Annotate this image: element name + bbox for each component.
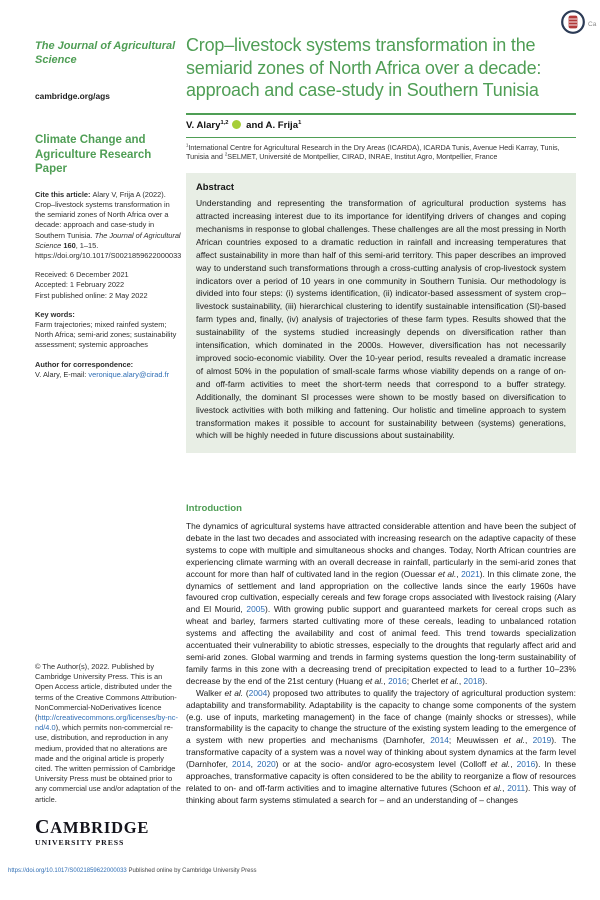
introduction-paragraph-2: Walker et al. (2004) proposed two attributes to qualify the trajectory of agricultural production system: adaptability and transformability. Adaptability is the capacity to change some components of the system (e.g. use of inputs, marketing management) in the face of change (mainly shocks or stresses), while transformability is the capacity to change the structure of the existing system leading to the emergence of a system with new properties and mechanisms (Darnhofer, 2014; Meuwissen et al., 2019). The transformative capacity of a system was a novel way of thinking about system dynamics at the farm level (Darnhofer, 2014, 2020) or at the socio- and/or agro-ecosystem level (Colloff et al., 2016). In these approaches, transformative capacity is often considered to be the ability to reorganize a flow of resources related to on- and off-farm activities and to imagine alternative futures (Schoon et al., 2011). This way of thinking about farm systems stimulated a search for – and an understanding of – changes (186, 687, 576, 805)
introduction-paragraph-1: The dynamics of agricultural systems have attracted considerable attention and have been the subject of debate in the last two decades and associated with increasing research on the adaptive capacity of these systems to cope with multiple and simultaneous shocks and changes. Today, North African countries are experiencing climate warming with an overall decrease in rainfall, particularly in the semi-arid zones that account for more than half of cultivated land in the region (Ouessar et al., 2021). In this climate zone, the dynamics of settlement and land appropriation on the collective lands since the early 1960s have favoured crop cultivation, especially cereals and few forage crops associated with livestock raising (Alary and El Mourid, 2005). With growing public support and guaranteed markets for cereal crops such as wheat and barley, farmers started cultivating more of these cereals, leading to unbalanced rotation systems and affecting the availability and cost of animal feed. This trend towards specialization accentuated their vulnerability to abiotic stresses, especially to the droughts that regularly affect arid and semi-arid zones. Global warming and trends in farming systems question the long-term sustainability of family farms in this zone with a decreasing trend of precipitation expected to lead to a further 10–23% decrease by the end of the 21st century (Huang et al., 2016; Cherlet et al., 2018). (186, 521, 577, 686)
link[interactable]: 2005 (246, 604, 266, 615)
link[interactable]: 2014 (430, 735, 449, 746)
link[interactable]: 2019 (532, 735, 552, 746)
article-title: Crop–livestock systems transformation in the semiarid zones of North Africa over a decade: approach and case-study in Southern Tunisia (186, 35, 542, 100)
correspondence-block (35, 360, 181, 380)
article-type-heading: Climate Change and Agriculture Research Paper (35, 134, 152, 176)
first-published-date: First published online: 2 May 2022 (35, 290, 148, 300)
journal-url-link[interactable]: cambridge.org/ags (35, 91, 110, 101)
link[interactable]: 2020 (257, 759, 276, 770)
author-2: and A. Frija$^1$ (243, 119, 302, 131)
publisher-logo (35, 818, 149, 848)
link[interactable]: 2021 (461, 568, 480, 579)
received-date: Received: 6 December 2021 (35, 270, 129, 280)
orcid-icon[interactable] (232, 120, 241, 129)
keywords-text: Farm trajectories; mixed rainfed system; North Africa; semi-arid zones; sustainability assessment; systemic approaches (35, 319, 177, 350)
journal-name: The Journal of Agricultural Science (35, 40, 176, 66)
abstract-text: Understanding and representing the transformation of agricultural production systems has attracted increasing interest due to its importance for identifying drivers of changes and coping mechanisms in response to global challenges. These challenges are all the most pressing in North African countries exposed to a dramatic reduction in rainfall and increasing temperatures that affect sustainability in more than half of this semi-arid territory. This paper describes an improved way to understand such transformations through a cross-cutting analysis of crop-livestock system indicators over a period of 10 years in one community in Southern Tunisia. Our methodology is divided into four steps: (i) systems identification, (ii) indicator-based assessment of system crop–livestock sustainability, (iii) hierarchical clustering to identify sustainable intensification (SI)-based farm types and, finally, (iv) analysis of trajectories of these farm types. Results showed that the sustainability of the systems studied increasingly depends on diversification rather than intensification, which dominated in the 2000s. However, diversification has not necessarily improved socio-economic viability. Over the 10-year period, results revealed a dramatic increase of almost 50% in the population of small-scale farms whose viability depends on a range of on- and off-farm activities to meet the short-term needs that correspond to a buffer strategy. Additionally, the dominant SI processes were shown to be mostly based on diversification to livestock activities with both milking and fattening. Our holistic and timeline approach to system transformation makes it possible to account for sustainability between (systems) generations, which will be highly needed in future discussions about sustainability. (196, 198, 566, 441)
correspondence-text: V. Alary, E-mail: veronique.alary@cirad.fr (35, 369, 170, 379)
divider (186, 137, 576, 138)
copyright-notice: © The Author(s), 2022. Published by Cambridge University Press. This is an Open Access article, distributed under the terms of the Creative Commons Attribution-NonCommercial-NoDerivatives licence (http://creativecommons.org/licenses/by-nc-nd/4.0), which permits non-commercial re-use, distribution, and reproduction in any medium, provided that no alterations are made and the original article is properly cited. The written permission of Cambridge University Press must be obtained prior to any commercial use and/or adaptation of the article. (35, 662, 181, 804)
introduction-section (186, 503, 576, 807)
publisher-logo-line2: UNIVERSITY PRESS (35, 838, 125, 847)
link[interactable]: 2011 (507, 782, 526, 793)
correspondence-label: Author for correspondence: (35, 359, 134, 369)
cite-this-article: Cite this article: Alary V, Frija A (2022). Crop–livestock systems transformation in the semiarid zones of North Africa over a decade: approach and case-study in Southern Tunisia. The Journal of Agricultural Science 160, 1–15. https://doi.org/10.1017/S0021859622000033 (35, 189, 182, 260)
link[interactable]: 2016 (388, 675, 407, 686)
link[interactable]: 2018 (463, 675, 483, 686)
article-dates (35, 270, 181, 301)
link[interactable]: https://doi.org/10.1017/S0021859622000033 (8, 868, 127, 874)
abstract-box (186, 173, 576, 453)
link[interactable]: 2016 (516, 759, 536, 770)
author-1: V. Alary$^{1,2}$ (186, 119, 229, 131)
publisher-logo-line1: CAMBRIDGE (35, 816, 150, 838)
introduction-heading: Introduction (186, 503, 242, 514)
article-header (186, 34, 576, 453)
sidebar (35, 40, 181, 880)
accepted-date: Accepted: 1 February 2022 (35, 280, 125, 290)
keywords-block (35, 310, 181, 351)
affiliations: $^1$International Centre for Agricultural Research in the Dry Areas (ICARDA), ICARDA Tunis, Avenue Hedi Karray, Tunis, Tunisia and $^2$SELMET, Université de Montpellier, CIRAD, INRAE, Institut Agro, Montpellier, France (186, 142, 560, 162)
page-footer: https://doi.org/10.1017/S0021859622000033 Published online by Cambridge University Press (8, 868, 257, 874)
author-line (186, 115, 576, 137)
link[interactable]: 2014 (231, 759, 251, 770)
crest-caption: Ca (588, 21, 597, 28)
link[interactable]: 2004 (248, 687, 268, 698)
link[interactable]: http://creativecommons.org/licenses/by-nc-nd/4.0 (35, 713, 178, 733)
keywords-label: Key words: (35, 309, 75, 319)
link[interactable]: veronique.alary@cirad.fr (88, 369, 170, 379)
abstract-heading: Abstract (196, 181, 235, 193)
